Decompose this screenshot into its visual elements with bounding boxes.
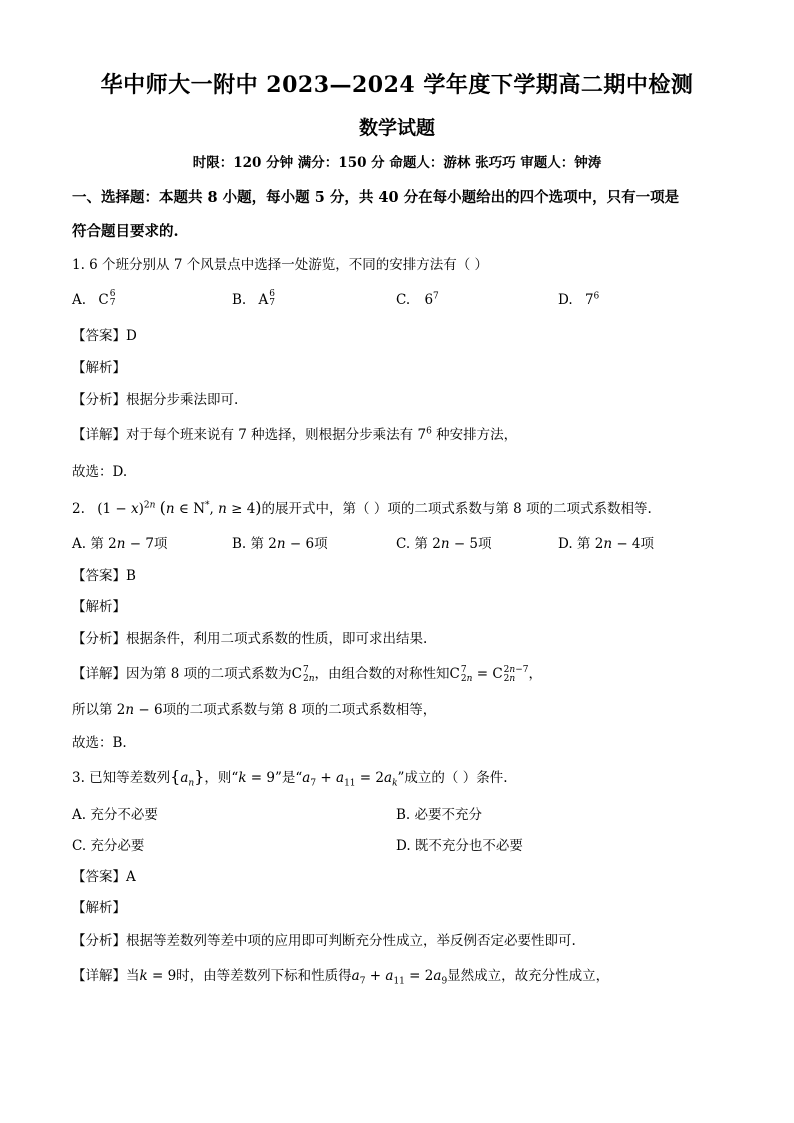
q3-option-d: D. 既不充分也不必要 [396,838,523,854]
q1-stem: 1. 6 个班分别从 7 个风景点中选择一处游览，不同的安排方法有（ ） [72,257,489,273]
exam-meta: 时限：120 分钟 满分：150 分 命题人：游林 张巧巧 审题人：钟涛 [192,155,602,171]
q3-answer: 【答案】A [72,869,136,885]
q1-jiexi: 【解析】 [72,360,126,376]
page-title: 华中师大一附中 2023—2024 学年度下学期高二期中检测 [100,72,694,98]
q1-option-d: D. $7^6$ [558,291,600,308]
q3-jiexi: 【解析】 [72,900,126,916]
q1-answer: 【答案】D [72,328,137,344]
q2-choose: 故选：B. [72,735,127,751]
q1-choose: 故选：D. [72,464,128,480]
page-subtitle: 数学试题 [358,117,435,139]
q1-option-b: B. A 6 7 [232,288,275,308]
section-heading-line1: 一、选择题：本题共 8 小题，每小题 5 分，共 40 分在每小题给出的四个选项中，只有一项是 [72,189,680,206]
q1-option-d-label: D. [558,292,573,308]
q2-fenxi: 【分析】根据条件，利用二项式系数的性质，即可求出结果. [72,631,428,647]
q1-option-c-label: C. [396,292,411,308]
q2-suoyi: 所以第 2n − 6项的二项式系数与第 8 项的二项式系数相等， [72,702,437,718]
q3-stem: 3. 已知等差数列$\{a_n\}$，则“k = 9”是“$a_7 + a_{11} = 2a_k$”成立的（ ）条件. [72,767,508,789]
q1-option-c: C. $6^7$ [396,291,439,308]
q2-answer: 【答案】B [72,568,136,584]
q1-option-a: A. C 6 7 [72,288,116,308]
q2-option-b: B. 第 2n − 6项 [232,536,328,552]
section-heading-line2: 符合题目要求的. [72,223,179,240]
q1-xiangjie: 【详解】对于每个班来说有 7 种选择，则根据分步乘法有 $7^6$ 种安排方法， [72,426,518,443]
q3-fenxi: 【分析】根据等差数列等差中项的应用即可判断充分性成立，举反例否定必要性即可. [72,933,576,949]
q1-option-a-label: A. [72,292,87,308]
q2-stem: 2. $(1 - x)^{2n}$ (n ∈ N*, n ≥ 4)的展开式中，第（ ）项的二项式系数与第 8 项的二项式系数相等. [72,498,652,517]
q3-option-a: A. 充分不必要 [72,807,158,823]
q2-xiangjie: 【详解】因为第 8 项的二项式系数为C 7 2n ，由组合数的对称性知C 7 2n = C 2n−7 2n ， [72,664,542,684]
q2-jiexi: 【解析】 [72,599,126,615]
q2-option-c: C. 第 2n − 5项 [396,536,492,552]
q2-option-d: D. 第 2n − 4项 [558,536,655,552]
q1-option-b-label: B. [232,292,247,308]
q3-option-b: B. 必要不充分 [396,807,483,823]
q1-fenxi: 【分析】根据分步乘法即可. [72,392,239,408]
q3-xiangjie: 【详解】当k = 9时，由等差数列下标和性质得$a_7 + a_{11} = 2a_9$显然成立，故充分性成立， [72,968,610,987]
q2-option-a: A. 第 2n − 7项 [72,536,168,552]
q3-option-c: C. 充分必要 [72,838,145,854]
